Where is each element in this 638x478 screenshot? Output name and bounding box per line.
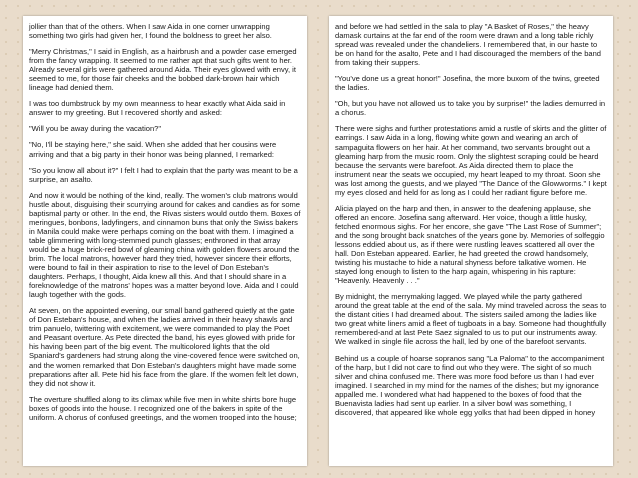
right-page [329, 16, 613, 466]
right-paragraph-5: Alicia played on the harp and then, in answer to the deafening applause, she offered an encore. Josefina sang afterward. Her voice, though a little husky, fetched enormous sighs. For her encore, she gave "The Last Rose of Summer"; and the song brought back snatches of the years gone by. Memories of solfeggio lessons eddied about us, as if there were rustling leaves scattered all over the hall. Don Esteban appeared. Earlier, he had greeted the crowd handsomely, twisting his mustache to hide a natural shyness before talkative women. He stayed long enough to listen to the harp again, whispering in his rapture: "Heavenly. Heavenly . . ." [335, 203, 605, 286]
left-paragraph-1: jollier than that of the others. When I saw Aida in one corner unwrapping something two girls had given her, I found the boldness to greet her also. [29, 22, 272, 41]
left-page [23, 16, 307, 466]
left-paragraph-3: I was too dumbstruck by my own meanness to hear exactly what Aida said in answer to my greeting. But I recovered shortly and asked: [29, 99, 286, 118]
right-paragraph-1: and before we had settled in the sala to play "A Basket of Roses," the heavy damask curtains at the far end of the room were drawn and a long table richly spread was revealed under the chandeliers. I remembered that, in our haste to be on hand for the asalto, Pete and I had discouraged the members of the band from taking their suppers. [335, 22, 602, 68]
right-paragraph-7: Behind us a couple of hoarse sopranos sang "La Paloma" to the accompaniment of the harp, but I did not care to find out who they were. The sight of so much silver and china confused me. There was more food before us than I had ever imagined. I searched in my mind for the names of the dishes; but my ignorance appalled me. I wondered what had happened to the boxes of food that the Buenavista ladies had sent up earlier. In a silver bowl was something, I discovered, that appeared like whole egg yolks that had been dipped in honey [335, 353, 605, 417]
left-paragraph-6: "So you know all about it?" I felt I had to explain that the party was meant to be a surprise, an asalto. [29, 165, 298, 184]
left-paragraph-7: And now it would be nothing of the kind, really. The women's club matrons would hustle about, disguising their scurrying around for cakes and candies as for some baptismal party or other. In the end, the Rivas sisters would outdo them. Boxes of meringues, bonbons, ladyfingers, and cinnamon buns that only the Swiss bakers in Manila could make were perhaps coming on the boat with them. I imagined a table glimmering with long-stemmed punch glasses; enthroned in that array would be a huge brick-red bowl of gleaming china with golden flowers around the brim. The local matrons, however hard they tried, however sincere their efforts, were bound to fail in their aspiration to rise to the level of Don Esteban's daughters. Perhaps, I thought, Aida knew all this. And that I should share in a foreknowledge of the matrons' hopes was a matter beyond love. Aida and I could laugh together with the gods. [29, 190, 301, 300]
right-paragraph-2: "You've done us a great honor!" Josefina, the more buxom of the twins, greeted the ladies. [335, 74, 600, 93]
left-paragraph-4: "Will you be away during the vacation?" [29, 124, 162, 134]
right-paragraph-3: "Oh, but you have not allowed us to take you by surprise!" the ladies demurred in a chorus. [335, 99, 606, 118]
left-paragraph-9: The overture shuffled along to its climax while five men in white shirts bore huge boxes of goods into the house. I recognized one of the bakers in spite of the uniform. A chorus of confused greetings, and the women trooped into the house; [29, 394, 297, 422]
right-paragraph-6: By midnight, the merrymaking lagged. We played while the party gathered around the great table at the end of the sala. My mind traveled across the seas to the distant cities I had dreamed about. The sisters sailed among the ladies like two great white liners amid a fleet of tugboats in a bay. Someone had thoughtfully remembered-and at last Pete Saez signaled to us to put our instruments away. We walked in single file across the hall, led by one of the barefoot servants. [335, 292, 607, 347]
right-paragraph-4: There were sighs and further protestations amid a rustle of skirts and the glitter of earrings. I saw Aida in a long, flowing white gown and wearing an arch of sampaguita flowers on her hair. At her command, two servants brought out a gleaming harp from the music room. Only the slightest scraping could be heard because the servants were barefoot. As Aida directed them to place the instrument near the seats we occupied, my heart leaped to my throat. Soon she was lost among the guests, and we played "The Dance of the Glowworms." I kept my eyes closed and held for as long as I could her radiant figure before me. [335, 124, 607, 197]
left-paragraph-5: "No, I'll be staying here," she said. When she added that her cousins were arriving and that a big party in their honor was being planned, I remarked: [29, 140, 277, 159]
left-paragraph-2: "Merry Christmas," I said in English, as a hairbrush and a powder case emerged from the fancy wrapping. It seemed to me rather apt that such gifts went to her. Already several girls were gathered around Aida. Their eyes glowed with envy, it seemed to me, for those fair cheeks and the bobbed dark-brown hair which lineage had denied them. [29, 47, 297, 93]
left-paragraph-8: At seven, on the appointed evening, our small band gathered quietly at the gate of Don Esteban's house, and when the ladies arrived in their heavy shawls and trim panuelo, twittering with excitement, we were commanded to play the Poet and Peasant overture. As Pete directed the band, his eyes glowed with pride for his having been part of the big event. The multicolored lights that the old Spaniard's gardeners had strung along the vine-covered fence were switched on, and the women remarked that Don Esteban's daughters might have made some preparations after all. Pete hid his face from the glare. If the women felt let down, they did not show it. [29, 306, 300, 388]
